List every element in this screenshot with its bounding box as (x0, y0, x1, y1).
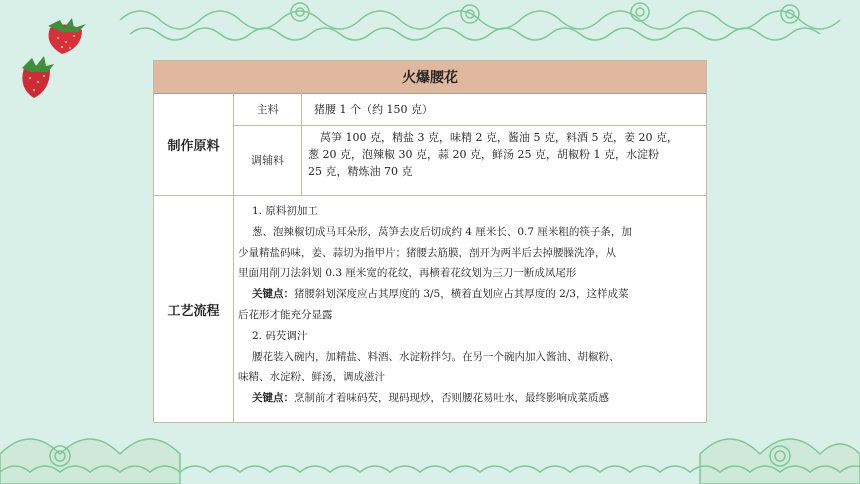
key-point-line (238, 284, 702, 305)
recipe-table (153, 60, 707, 423)
key-point-label: 关键点： (252, 288, 294, 301)
row-divider (234, 125, 706, 126)
seasoning-line: 葱 20 克，泡辣椒 30 克，蒜 20 克，鲜汤 25 克，胡椒粉 1 克，水淀粉 (308, 148, 659, 161)
seasoning-line: 25 克，精炼油 70 克 (308, 165, 413, 178)
key-point-text: 猪腰斜划深度应占其厚度的 3/5，横着直划应占其厚度的 2/3，这样成菜 (294, 288, 629, 301)
step-text-line: 少量精盐码味，姜、蒜切为指甲片；猪腰去筋膜，剖开为两半后去掉腰臊洗净，从 (238, 246, 616, 259)
recipe-title: 火爆腰花 (154, 61, 706, 94)
process-section-label: 工艺流程 (154, 195, 234, 423)
materials-section-label: 制作原料 (154, 93, 234, 195)
decorative-cloud-border-top (0, 0, 860, 60)
decorative-cloud-border-bottom (0, 414, 860, 484)
step-text-line: 葱、泡辣椒切成马耳朵形，莴笋去皮后切成约 4 厘米长、0.7 厘米粗的筷子条，加 (252, 225, 632, 238)
key-point-line (238, 388, 702, 409)
section-divider (154, 195, 706, 196)
key-point-text: 烹制前才着味码芡，现码现炒，否则腰花易吐水，最终影响成菜质感 (294, 392, 609, 405)
process-content (238, 201, 702, 409)
step-text-line: 腰花装入碗内，加精盐、料酒、水淀粉拌匀。在另一个碗内加入酱油、胡椒粉、 (252, 350, 620, 363)
strawberry-icon (40, 14, 92, 58)
step-title: 1. 原料初加工 (252, 205, 318, 217)
key-point-text-line: 后花形才能充分显露 (238, 308, 333, 321)
step-title: 2. 码芡调汁 (252, 329, 308, 342)
strawberry-icon (16, 54, 58, 102)
step-text-line: 里面用削刀法斜划 0.3 厘米宽的花纹，再横着花纹划为三刀一断成凤尾形 (238, 267, 577, 280)
key-point-label: 关键点： (252, 392, 294, 405)
step-text-line: 味精、水淀粉、鲜汤，调成滋汁 (238, 371, 385, 384)
main-ingredient-text: 猪腰 1 个（约 150 克） (314, 103, 433, 116)
seasoning-text (308, 129, 704, 180)
main-ingredient-label: 主料 (234, 93, 302, 125)
seasoning-label: 调辅料 (234, 125, 302, 195)
seasoning-line: 莴笋 100 克，精盐 3 克，味精 2 克，酱油 5 克，料酒 5 克，姜 20 克， (320, 131, 678, 144)
